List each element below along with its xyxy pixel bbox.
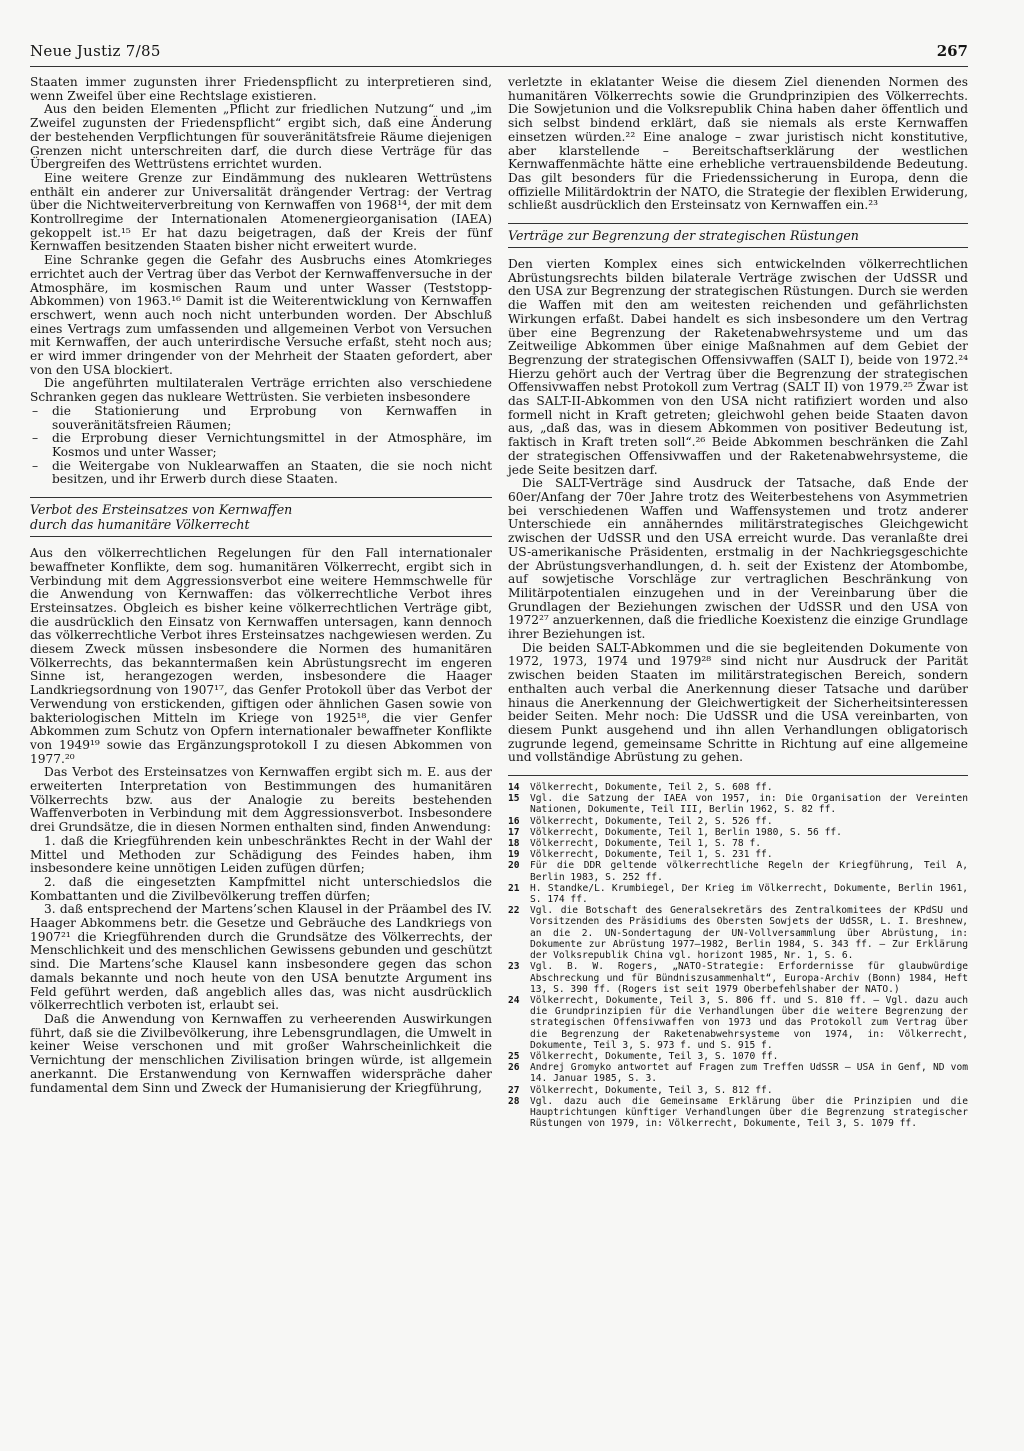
footnote-number: 28 (508, 1095, 520, 1107)
paragraph: Aus den völkerrechtlichen Regelungen für den Fall internationaler bewaffneter Konflikte, dem sog. humanitären Völkerrecht, ergibt sich in Verbindung mit dem Aggressionsverbot eine weitere Hemmschwelle für die Anwendung von Kernwaffen: das völkerrechtliche Verbot ihres Ersteinsatzes. Obgleich es bisher keine völkerrechtlichen Verträge gibt, die ausdrücklich den Einsatz von Kernwaffen untersagen, kann dennoch das völkerrechtliche Verbot ihres Ersteinsatzes nachgewiesen werden. Zu diesem Zweck müssen insbesondere die Normen des humanitären Völkerrechts, das bekanntermaßen kein Abrüstungsrecht im engeren Sinne ist, herangezogen werden, insbesondere die Haager Landkriegsordnung von 1907¹⁷, das Genfer Protokoll über das Verbot der Verwendung von erstickenden, giftigen oder ähnlichen Gasen sowie von bakteriologischen Mitteln im Kriege von 1925¹⁸, die vier Genfer Abkommen zum Schutz von Opfern internationaler bewaffneter Konflikte von 1949¹⁹ sowie das Ergänzungsprotokoll I zu diesen Abkommen von 1977.²⁰ (30, 546, 492, 766)
footnote-text: Völkerrecht, Dokumente, Teil 1, S. 231 ff. (530, 849, 773, 861)
footnote-text: H. Standke/L. Krumbiegel, Der Krieg im Völkerrecht, Dokumente, Berlin 1961, S. 174 ff. (530, 882, 968, 906)
page-header (30, 38, 968, 67)
footnote-number: 18 (508, 838, 520, 850)
footnote-text: Vgl. dazu auch die Gemeinsame Erklärung über die Prinzipien und die Hauptrichtungen künftiger Verhandlungen über die Begrenzung strategischer Rüstungen von 1979, in: Völkerrecht, Dokumente, Teil 3, S. 1079 ff. (530, 1095, 968, 1130)
footnote-number: 15 (508, 793, 520, 805)
footnote-divider (508, 775, 968, 776)
footnote-text: Völkerrecht, Dokumente, Teil 2, S. 608 ff. (530, 782, 773, 794)
footnote-text: Vgl. B. W. Rogers, „NATO-Strategie: Erfordernisse für glaubwürdige Abschreckung und für Bündniszusammenhalt“, Europa-Archiv (Bonn) 1984, Heft 13, S. 390 ff. (Rogers ist seit 1979 Oberbefehlshaber der NATO.) (530, 961, 968, 995)
journal-title: Neue Justiz 7/85 (30, 42, 161, 60)
paragraph: Eine weitere Grenze zur Eindämmung des nuklearen Wettrüstens enthält ein anderer zur Universalität drängender Vertrag: der Vertrag über die Nichtweiterverbreitung von Kernwaffen von 1968¹⁴, der mit dem Kontrollregime der Internationalen Atomenergieorganisation (IAEA) gekoppelt ist.¹⁵ Er hat dazu beigetragen, daß der Kreis der fünf Kernwaffen besitzenden Staaten bisher nicht erweitert wurde. (30, 170, 492, 254)
footnote-number: 25 (508, 1050, 520, 1062)
footnote-number: 22 (508, 905, 520, 917)
list-item: – die Erprobung dieser Vernichtungsmittel in der Atmosphäre, im Kosmos und unter Wasser; (30, 432, 492, 459)
footnote-text: Völkerrecht, Dokumente, Teil 3, S. 806 ff. und S. 810 ff. – Vgl. dazu auch die Grundprinzipien für die Verhandlungen über die weitere Begrenzung der strategischen Offensivwaffen von 1973 und das Protokoll zum Vertrag über die Begrenzung der Raketenabwehrsysteme von 1974, in: Völkerrecht, Dokumente, Teil 3, S. 973 f. und S. 915 f. (530, 994, 968, 1051)
footnote-number: 23 (508, 961, 520, 973)
footnote (508, 1051, 968, 1062)
footnote-text: Völkerrecht, Dokumente, Teil 1, Berlin 1980, S. 56 ff. (530, 826, 842, 838)
footnote (508, 1096, 968, 1130)
list-item: – die Weitergabe von Nuklearwaffen an Staaten, die sie noch nicht besitzen, und ihr Erwerb durch diese Staaten. (30, 460, 492, 487)
footnote (508, 849, 968, 860)
section-heading (30, 497, 492, 537)
footnote-number: 16 (508, 815, 520, 827)
left-column (30, 76, 492, 1095)
footnote-number: 14 (508, 782, 520, 794)
footnote (508, 995, 968, 1051)
paragraph: Die beiden SALT-Abkommen und die sie begleitenden Dokumente von 1972, 1973, 1974 und 1979²⁸ sind nicht nur Ausdruck der Parität zwischen beiden Staaten im militärstrategischen Bereich, sondern enthalten auch verbal die Anerkennung dieser Tatsache und darüber hinaus die Anerkennung der Gleichwertigkeit der Sicherheitsinteressen beider Seiten. Mehr noch: Die UdSSR und die USA vereinbarten, von diesem Punkt ausgehend und ihn allen Verhandlungen obligatorisch zugrunde legend, gemeinsame Schritte in Richtung auf eine allgemeine und vollständige Abrüstung zu gehen. (508, 640, 968, 765)
footnote (508, 961, 968, 995)
footnote-text: Vgl. die Botschaft des Generalsekretärs des Zentralkomitees der KPdSU und Vorsitzenden des Präsidiums des Obersten Sowjets der UdSSR, L. I. Breshnew, an die 2. UN-Sondertagung der UN-Vollversammlung über Abrüstung, in: Dokumente zur Abrüstung 1977–1982, Berlin 1984, S. 343 ff. – Zur Erklärung der Volksrepublik China vgl. horizont 1985, Nr. 1, S. 6. (530, 905, 968, 962)
footnote (508, 1085, 968, 1096)
section-heading-line: durch das humanitäre Völkerrecht (30, 517, 250, 533)
footnotes (508, 782, 968, 1129)
page-number: 267 (936, 42, 968, 60)
paragraph: Daß die Anwendung von Kernwaffen zu verheerenden Auswirkungen führt, daß sie die Zivilbevölkerung, ihre Lebensgrundlagen, die Umwelt in keiner Weise verschonen und mit großer Wahrscheinlichkeit die Vernichtung der menschlichen Zivilisation bringen würde, ist allgemein anerkannt. Die Erstanwendung von Kernwaffen widerspräche daher fundamental dem Sinn und Zweck der Humanisierung der Kriegführung, (30, 1012, 492, 1095)
footnote-number: 26 (508, 1062, 520, 1074)
footnote-number: 27 (508, 1084, 520, 1096)
footnote-text: Vgl. die Satzung der IAEA von 1957, in: Die Organisation der Vereinten Nationen, Dokumente, Teil III, Berlin 1962, S. 82 ff. (530, 793, 968, 816)
footnote (508, 816, 968, 827)
footnote-text: Völkerrecht, Dokumente, Teil 3, S. 812 ff. (530, 1084, 773, 1096)
numbered-principle: 1. daß die Kriegführenden kein unbeschränktes Recht in der Wahl der Mittel und Methoden zur Schädigung des Feindes haben, ihm insbesondere keine unnötigen Leiden zufügen dürfen; (30, 833, 492, 876)
paragraph: Aus den beiden Elementen „Pflicht zur friedlichen Nutzung“ und „im Zweifel zugunsten der Friedenspflicht“ ergibt sich, daß eine Änderung der bestehenden Verpflichtungen für souveränitätsfreie Räume diejenigen Grenzen nicht unterschreiten darf, die durch diese Verträge für das Übergreifen des Wettrüstens errichtet wurden. (30, 102, 492, 172)
paragraph: Eine Schranke gegen die Gefahr des Ausbruchs eines Atomkrieges errichtet auch der Vertrag über das Verbot der Kernwaffenversuche in der Atmosphäre, im kosmischen Raum und unter Wasser (Teststopp-Abkommen) von 1963.¹⁶ Damit ist die Weiterentwicklung von Kernwaffen erschwert, wenn auch noch nicht unterbunden worden. Der Abschluß eines Vertrags zum umfassenden und allgemeinen Verbot von Versuchen mit Kernwaffen, der auch unterirdische Versuche erfaßt, steht noch aus; er wird immer dringender von der Mehrheit der Staaten gefordert, aber von den USA blockiert. (30, 253, 492, 377)
footnote (508, 827, 968, 838)
paragraph: Staaten immer zugunsten ihrer Friedenspflicht zu interpretieren sind, wenn Zweifel über eine Rechtslage existieren. (30, 75, 492, 103)
footnote-text: Andrej Gromyko antwortet auf Fragen zum Treffen UdSSR – USA in Genf, ND vom 14. Januar 1985, S. 3. (530, 1062, 968, 1085)
section-heading-line: Verträge zur Begrenzung der strategischen Rüstungen (508, 228, 859, 244)
paragraph: Den vierten Komplex eines sich entwickelnden völkerrechtlichen Abrüstungsrechts bilden bilaterale Verträge zwischen der UdSSR und den USA zur Begrenzung der strategischen Rüstungen. Durch sie werden die Waffen mit den am weitesten reichenden und gefährlichsten Wirkungen erfaßt. Dabei handelt es sich insbesondere um den Vertrag über eine Begrenzung der Raketenabwehrsysteme und um das Zeitweilige Abkommen über einige Maßnahmen auf dem Gebiet der Begrenzung der strategischen Offensivwaffen (SALT I), beide von 1972.²⁴ Hierzu gehört auch der Vertrag über die Begrenzung der strategischen Offensivwaffen nebst Protokoll zum Vertrag (SALT II) von 1979.²⁵ Zwar ist das SALT-II-Abkommen von den USA nicht ratifiziert worden und also formell nicht in Kraft getreten; gleichwohl gehen beide Staaten davon aus, „daß das, was in diesem Abkommen von positiver Bedeutung ist, faktisch in Kraft treten soll“.²⁶ Beide Abkommen beschränken die Zahl der strategischen Offensivwaffen und der Raketenabwehrsysteme, die jede Seite besitzen darf. (508, 257, 968, 477)
right-column (508, 76, 968, 1129)
paragraph: Die angeführten multilateralen Verträge errichten also verschiedene Schranken gegen das nukleare Wettrüsten. Sie verbieten insbesondere (30, 376, 492, 405)
footnote-text: Völkerrecht, Dokumente, Teil 2, S. 526 ff. (530, 815, 773, 827)
footnote (508, 860, 968, 882)
footnote-text: Völkerrecht, Dokumente, Teil 3, S. 1070 ff. (530, 1050, 779, 1062)
paragraph: verletzte in eklatanter Weise die diesem Ziel dienenden Normen des humanitären Völkerrechts sowie die Grundprinzipien des Völkerrechts. Die Sowjetunion und die Volksrepublik China haben daher öffentlich und sich selbst bindend erklärt, daß sie niemals als erste Kernwaffen einsetzen würden.²² Eine analoge – zwar juristisch nicht konstitutive, aber klarstellende – Bereitschaftserklärung der westlichen Kernwaffenmächte hätte eine erhebliche vertrauensbildende Bedeutung. Das gilt besonders für die Friedenssicherung in Europa, denn die offizielle Militärdoktrin der NATO, die Strategie der flexiblen Erwiderung, schließt ausdrücklich den Ersteinsatz von Kernwaffen ein.²³ (508, 75, 968, 213)
footnote (508, 905, 968, 961)
paragraph: Die SALT-Verträge sind Ausdruck der Tatsache, daß Ende der 60er/Anfang der 70er Jahre trotz des Weiterbestehens von Asymmetrien bei verschiedenen Waffen und Waffensystemen und trotz anderer Unterschiede ein annäherndes militärstrategisches Gleichgewicht zwischen der UdSSR und den USA erreicht wurde. Das veranlaßte drei US-amerikanische Präsidenten, erstmalig in der Nachkriegsgeschichte der Abrüstungsverhandlungen, d. h. seit der Existenz der Atombombe, auf sowjetische Vorschläge zur vertraglichen Beschränkung von Militärpotentialen einzugehen und in der Vereinbarung über die Grundlagen der Beziehungen zwischen der UdSSR und den USA von 1972²⁷ anzuerkennen, daß die friedliche Koexistenz die einzige Grundlage ihrer Beziehungen ist. (508, 476, 968, 642)
numbered-principle: 2. daß die eingesetzten Kampfmittel nicht unterschiedslos die Kombattanten und die Zivilbevölkerung treffen dürfen; (30, 874, 492, 903)
footnote-number: 20 (508, 860, 520, 872)
paragraph: Das Verbot des Ersteinsatzes von Kernwaffen ergibt sich m. E. aus der erweiterten Interpretation von Bestimmungen des humanitären Völkerrechts bzw. aus der Analogie zu bereits bestehenden Waffenverboten in Verbindung mit dem Aggressionsverbot. Insbesondere drei Grundsätze, die in diesen Normen enthalten sind, finden Anwendung: (30, 765, 492, 835)
footnote-number: 24 (508, 994, 520, 1006)
footnote (508, 782, 968, 793)
section-heading (508, 223, 968, 248)
footnote-number: 17 (508, 826, 520, 838)
footnote-number: 21 (508, 882, 520, 894)
footnote-text: Völkerrecht, Dokumente, Teil 1, S. 78 f. (530, 838, 762, 850)
numbered-principle: 3. daß entsprechend der Martens’schen Klausel in der Präambel des IV. Haager Abkommens betr. die Gesetze und Gebräuche des Landkriegs von 1907²¹ die Kriegführenden durch die Grundsätze des Völkerrechts, der Menschlichkeit und des menschlichen Gewissens gebunden und geschützt sind. Die Martens’sche Klausel kann insbesondere gegen das schon damals bekannte und noch heute von den USA benutzte Argument ins Feld geführt werden, daß angeblich alles das, was nicht ausdrücklich völkerrechtlich verboten ist, erlaubt sei. (30, 902, 492, 1013)
footnote (508, 793, 968, 815)
section-heading-line: Verbot des Ersteinsatzes von Kernwaffen (30, 502, 293, 518)
footnote (508, 1062, 968, 1084)
footnote-text: Für die DDR geltende völkerrechtliche Regeln der Kriegführung, Teil A, Berlin 1983, S. 252 ff. (530, 860, 968, 883)
footnote (508, 838, 968, 849)
footnote (508, 883, 968, 905)
list-item: – die Stationierung und Erprobung von Kernwaffen in souveränitätsfreien Räumen; (30, 405, 492, 432)
footnote-number: 19 (508, 849, 520, 861)
prohibition-list (30, 405, 492, 487)
